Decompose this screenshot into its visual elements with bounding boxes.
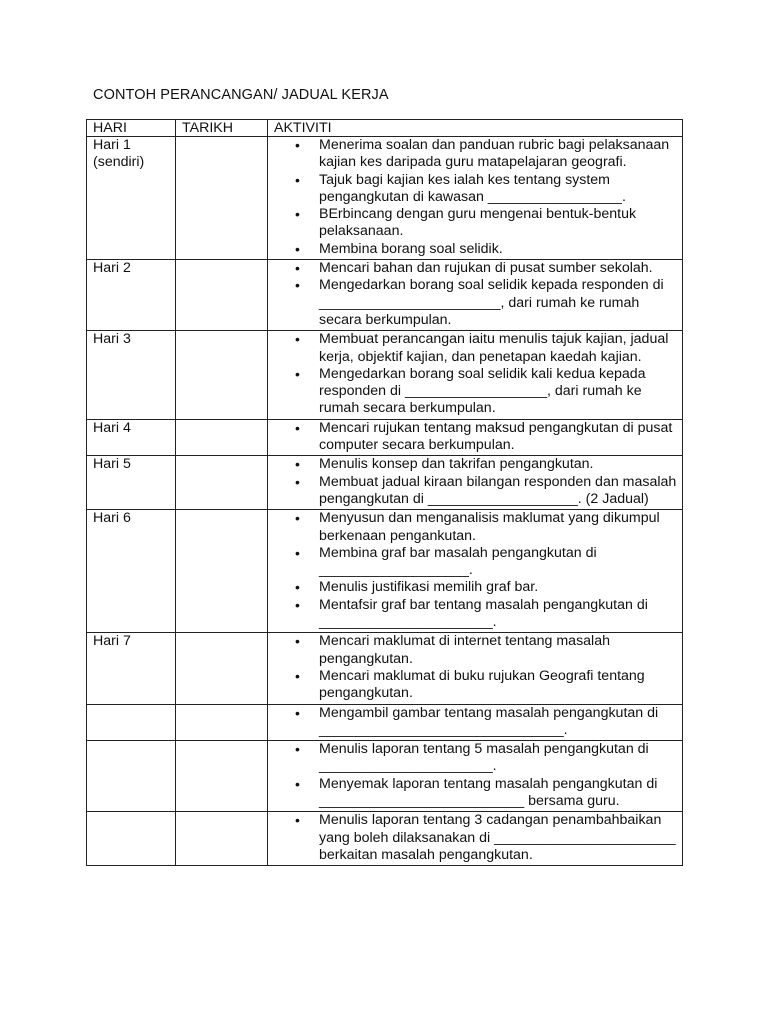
table-row [87, 260, 683, 331]
activity-list [274, 705, 682, 740]
activity-item: • Membuat jadual kiraan bilangan responden dan masalah pengangkutan di ___________________. (2 Jadual) [274, 474, 682, 509]
header-tarikh: TARIKH [176, 120, 268, 137]
activity-cell [268, 510, 683, 633]
activity-item: • Mengambil gambar tentang masalah pengangkutan di _______________________________. [274, 705, 682, 740]
document-title: CONTOH PERANCANGAN/ JADUAL KERJA [93, 87, 389, 103]
activity-list [274, 510, 682, 631]
activity-item: • Menyusun dan menganalisis maklumat yang dikumpul berkenaan pengankutan. [274, 510, 682, 545]
activity-cell [268, 419, 683, 456]
table-row [87, 510, 683, 633]
day-cell: Hari 1 (sendiri) [87, 137, 176, 260]
activity-item: • Mengedarkan borang soal selidik kepada responden di _______________________, dari rumah ke rumah secara berkumpulan. [274, 277, 682, 329]
activity-item: • Membina borang soal selidik. [274, 241, 682, 258]
activity-item: • Mentafsir graf bar tentang masalah pengangkutan di ______________________. [274, 597, 682, 632]
header-hari: HARI [87, 120, 176, 137]
activity-list [274, 633, 682, 702]
activity-cell [268, 331, 683, 419]
table-row [87, 137, 683, 260]
date-cell [176, 137, 268, 260]
activity-item: • Menulis justifikasi memilih graf bar. [274, 579, 682, 596]
activity-item: • Menyemak laporan tentang masalah pengangkutan di __________________________ bersama guru. [274, 776, 682, 811]
activity-cell [268, 741, 683, 812]
activity-list [274, 260, 682, 329]
activity-list [274, 420, 682, 455]
activity-item: • Tajuk bagi kajian kes ialah kes tentang system pengangkutan di kawasan _________________. [274, 172, 682, 207]
day-cell: Hari 2 [87, 260, 176, 331]
activity-item: • BErbincang dengan guru mengenai bentuk-bentuk pelaksanaan. [274, 206, 682, 241]
date-cell [176, 510, 268, 633]
table-row [87, 704, 683, 741]
date-cell [176, 812, 268, 866]
activity-item: • Menerima soalan dan panduan rubric bagi pelaksanaan kajian kes daripada guru matapelajaran geografi. [274, 137, 682, 172]
activity-list [274, 331, 682, 417]
day-cell: Hari 7 [87, 633, 176, 704]
activity-list [274, 741, 682, 810]
day-cell [87, 812, 176, 866]
date-cell [176, 741, 268, 812]
table-header-row [87, 120, 683, 137]
activity-cell [268, 704, 683, 741]
activity-item: • Membina graf bar masalah pengangkutan di ___________________. [274, 545, 682, 580]
table-row [87, 419, 683, 456]
activity-cell [268, 633, 683, 704]
activity-item: • Menulis konsep dan takrifan pengangkutan. [274, 456, 682, 473]
activity-item: • Mengedarkan borang soal selidik kali kedua kepada responden di __________________, dari rumah ke rumah secara berkumpulan. [274, 366, 682, 418]
activity-list [274, 456, 682, 508]
table-body [87, 137, 683, 866]
table-row [87, 331, 683, 419]
activity-item: • Mencari maklumat di internet tentang masalah pengangkutan. [274, 633, 682, 668]
activity-item: • Mencari rujukan tentang maksud pengangkutan di pusat computer secara berkumpulan. [274, 420, 682, 455]
day-cell: Hari 5 [87, 456, 176, 510]
table-row [87, 812, 683, 866]
activity-item: • Mencari bahan dan rujukan di pusat sumber sekolah. [274, 260, 682, 277]
date-cell [176, 419, 268, 456]
activity-cell [268, 812, 683, 866]
activity-cell [268, 456, 683, 510]
day-cell [87, 741, 176, 812]
activity-item: • Menulis laporan tentang 5 masalah pengangkutan di ______________________. [274, 741, 682, 776]
date-cell [176, 331, 268, 419]
table-row [87, 456, 683, 510]
table-row [87, 633, 683, 704]
activity-list [274, 812, 682, 864]
date-cell [176, 704, 268, 741]
date-cell [176, 456, 268, 510]
day-cell: Hari 3 [87, 331, 176, 419]
date-cell [176, 260, 268, 331]
day-cell: Hari 4 [87, 419, 176, 456]
activity-item: • Membuat perancangan iaitu menulis tajuk kajian, jadual kerja, objektif kajian, dan penetapan kaedah kajian. [274, 331, 682, 366]
activity-cell [268, 137, 683, 260]
day-cell: Hari 6 [87, 510, 176, 633]
activity-item: • Mencari maklumat di buku rujukan Geografi tentang pengangkutan. [274, 668, 682, 703]
activity-cell [268, 260, 683, 331]
header-aktiviti: AKTIVITI [268, 120, 683, 137]
activity-item: • Menulis laporan tentang 3 cadangan penambahbaikan yang boleh dilaksanakan di _______________________ berkaitan masalah pengangkutan. [274, 812, 682, 864]
day-cell [87, 704, 176, 741]
date-cell [176, 633, 268, 704]
work-schedule-table [86, 119, 683, 866]
activity-list [274, 137, 682, 258]
table-row [87, 741, 683, 812]
